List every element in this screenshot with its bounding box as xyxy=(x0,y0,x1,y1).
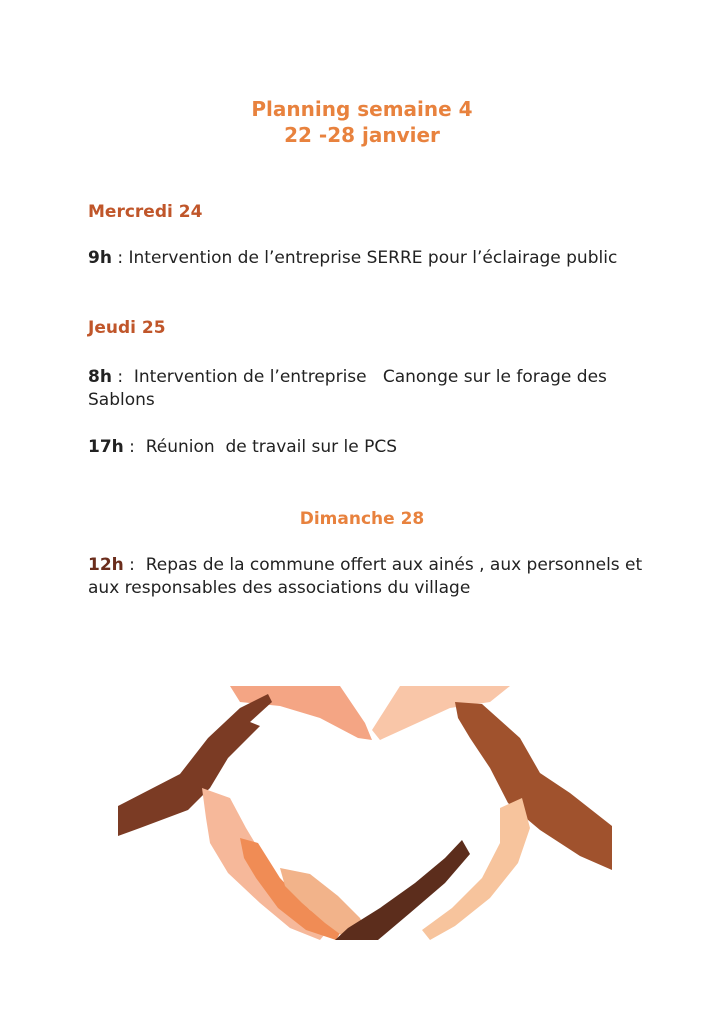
title-line-week: Planning semaine 4 xyxy=(251,97,473,121)
entry-hour: 8h xyxy=(88,367,112,387)
hand-right-brown xyxy=(455,702,612,870)
entry-separator: : xyxy=(123,437,146,457)
entry-text: Repas de la commune offert aux ainés , aux personnels et aux responsables des associations du village xyxy=(88,555,648,598)
entry-hour: 17h xyxy=(88,437,124,457)
page-title xyxy=(0,96,724,148)
day-heading-sunday: Dimanche 28 xyxy=(299,509,425,529)
hand-left-dark xyxy=(118,694,272,836)
entry-text: Intervention de l’entreprise Canonge sur le forage des Sablons xyxy=(88,367,613,410)
entry-separator: : xyxy=(111,367,134,387)
schedule-entry xyxy=(88,247,668,270)
title-line-dates: 22 -28 janvier xyxy=(284,123,440,147)
entry-hour: 12h xyxy=(88,555,124,575)
heart-of-hands-icon xyxy=(110,678,620,948)
entry-text: Réunion de travail sur le PCS xyxy=(145,437,398,457)
entry-separator: : xyxy=(111,248,129,268)
day-heading-wednesday: Mercredi 24 xyxy=(88,202,203,222)
schedule-entry xyxy=(88,554,668,600)
entry-hour: 9h xyxy=(88,248,112,268)
schedule-entry xyxy=(88,366,668,412)
entry-text: Intervention de l’entreprise SERRE pour l’éclairage public xyxy=(128,248,618,268)
day-heading-thursday: Jeudi 25 xyxy=(88,318,166,338)
entry-separator: : xyxy=(123,555,146,575)
schedule-entry xyxy=(88,436,668,459)
